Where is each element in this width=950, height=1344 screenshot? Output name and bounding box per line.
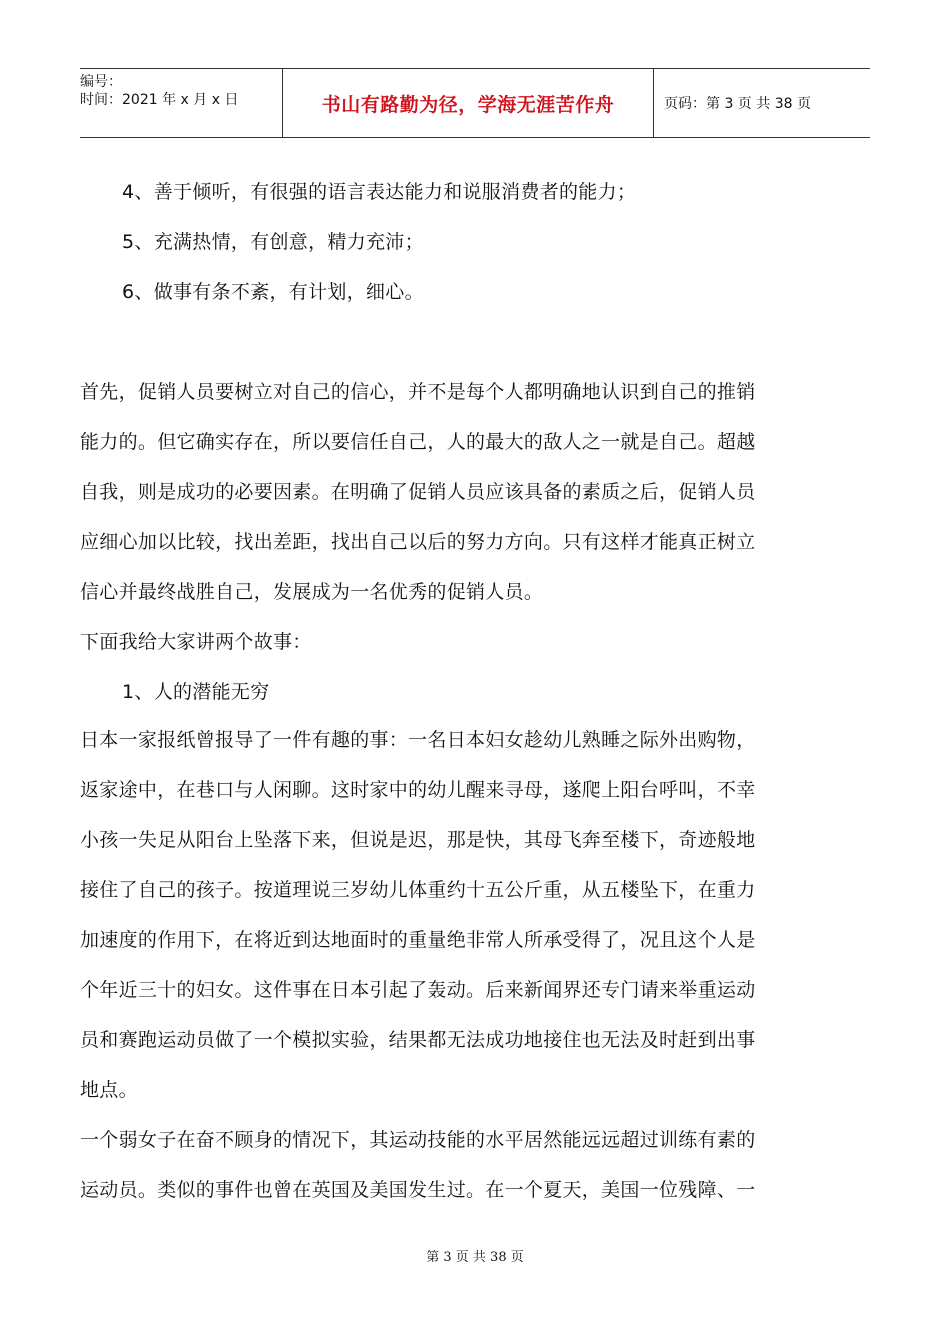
paragraph-line: 个年近三十的妇女。这件事在日本引起了轰动。后来新闻界还专门请来举重运动 — [80, 979, 756, 1001]
header-motto-cell — [282, 69, 654, 137]
list-item: 4、善于倾听，有很强的语言表达能力和说服消费者的能力； — [122, 181, 637, 203]
page-header — [80, 68, 870, 138]
header-motto: 书山有路勤为径，学海无涯苦作舟 — [321, 93, 615, 116]
paragraph-line: 日本一家报纸曾报导了一件有趣的事：一名日本妇女趁幼儿熟睡之际外出购物， — [80, 729, 756, 751]
paragraph-line: 小孩一失足从阳台上坠落下来，但说是迟，那是快，其母飞奔至楼下，奇迹般地 — [80, 829, 756, 851]
paragraph-line: 一个弱女子在奋不顾身的情况下，其运动技能的水平居然能远远超过训练有素的 — [80, 1129, 756, 1151]
story-title: 1、人的潜能无穷 — [122, 681, 270, 703]
document-number-label: 编号： — [80, 74, 122, 90]
paragraph-line: 自我，则是成功的必要因素。在明确了促销人员应该具备的素质之后，促销人员 — [80, 481, 756, 503]
paragraph-line: 应细心加以比较，找出差距，找出自己以后的努力方向。只有这样才能真正树立 — [80, 531, 756, 553]
paragraph-line: 返家途中，在巷口与人闲聊。这时家中的幼儿醒来寻母，遂爬上阳台呼叫，不幸 — [80, 779, 756, 801]
paragraph-line: 信心并最终战胜自己，发展成为一名优秀的促销人员。 — [80, 581, 544, 603]
paragraph-line: 地点。 — [80, 1079, 138, 1101]
list-item: 6、做事有条不紊，有计划，细心。 — [122, 281, 424, 303]
paragraph-line: 运动员。类似的事件也曾在英国及美国发生过。在一个夏天，美国一位残障、一 — [80, 1179, 756, 1201]
document-date: 时间：2021 年 x 月 x 日 — [80, 92, 239, 108]
paragraph-line: 员和赛跑运动员做了一个模拟实验，结果都无法成功地接住也无法及时赶到出事 — [80, 1029, 756, 1051]
header-meta — [80, 69, 280, 141]
paragraph-line: 接住了自己的孩子。按道理说三岁幼儿体重约十五公斤重，从五楼坠下，在重力 — [80, 879, 756, 901]
list-item: 5、充满热情，有创意，精力充沛； — [122, 231, 424, 253]
story-intro: 下面我给大家讲两个故事： — [80, 631, 312, 653]
page-footer: 第 3 页 共 38 页 — [426, 1250, 524, 1265]
paragraph-line: 首先，促销人员要树立对自己的信心，并不是每个人都明确地认识到自己的推销 — [80, 381, 756, 403]
header-page-info: 页码：第 3 页 共 38 页 — [664, 96, 811, 112]
paragraph-line: 加速度的作用下，在将近到达地面时的重量绝非常人所承受得了，况且这个人是 — [80, 929, 756, 951]
paragraph-line: 能力的。但它确实存在，所以要信任自己，人的最大的敌人之一就是自己。超越 — [80, 431, 756, 453]
